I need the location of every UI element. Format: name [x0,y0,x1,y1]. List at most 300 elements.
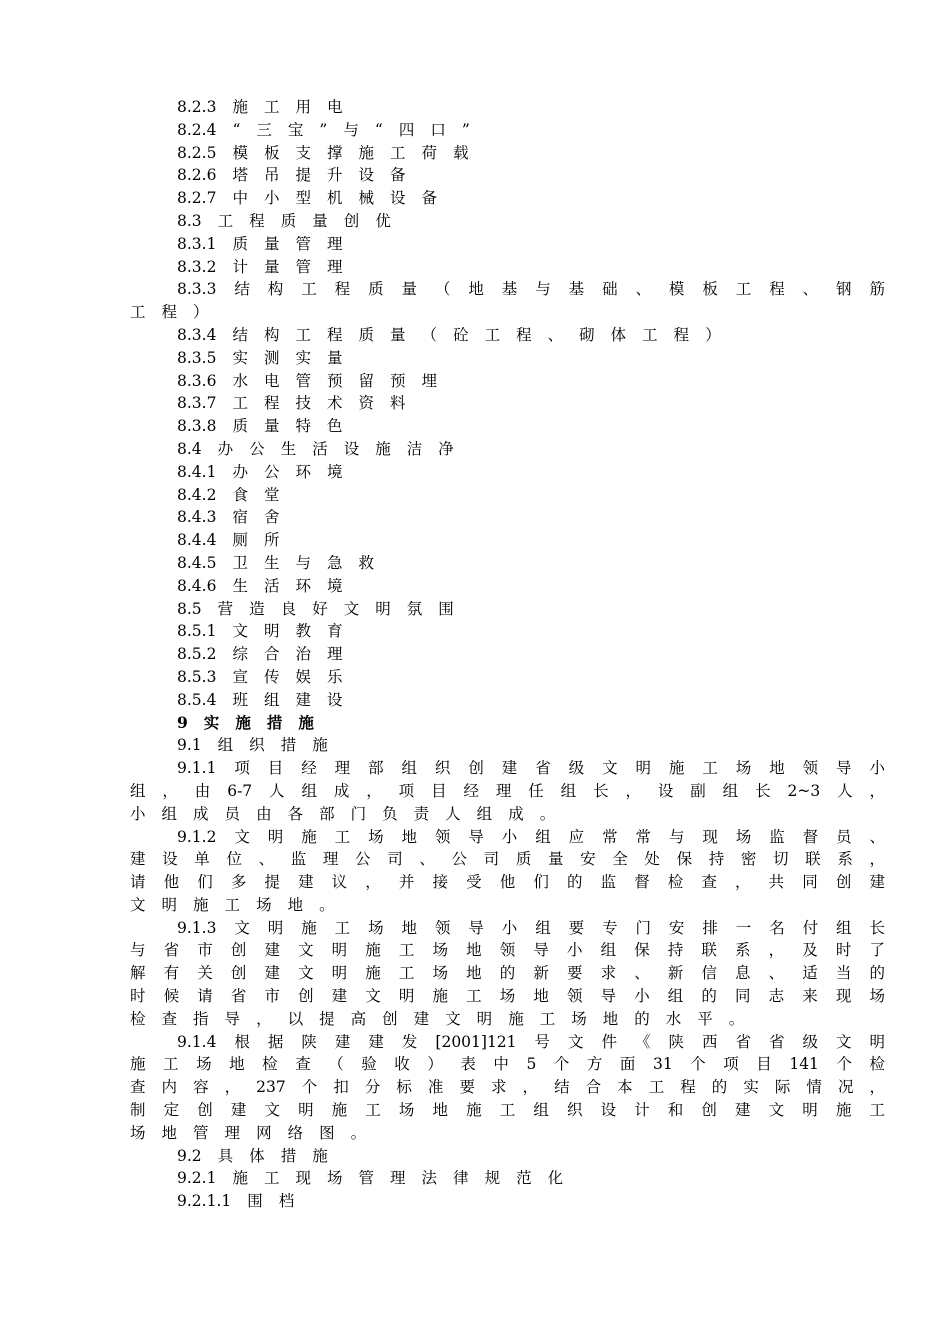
text-token: 文 [602,759,618,778]
text-token: 检 [130,1009,146,1028]
text-token: 8.4.1 [177,462,217,481]
text-token: 和 [667,1101,684,1120]
text-token: 升 [327,166,343,185]
text-token: 合 [263,645,280,664]
text-token: 2~3 [787,781,821,800]
text-token: 督 [634,873,650,892]
text-token: 场 [368,827,384,846]
text-token: 埋 [421,371,438,390]
text-token: 程 [161,303,178,322]
text-token: 与 [130,941,146,960]
text-token: 施 [375,439,391,458]
text-line [0,301,950,324]
text-token: 施 [358,143,375,162]
text-token: 安 [668,918,685,937]
text-token: 要 [566,964,583,983]
text-token: 收 [394,1055,410,1074]
text-token: 施 [130,1055,146,1074]
text-token: 保 [676,850,693,869]
text-token: 与 [343,120,359,139]
text-token: 结 [554,1078,570,1097]
text-token: 陕 [668,1032,685,1051]
text-token: 组 [560,781,577,800]
text-token: 实 [295,348,311,367]
text-token: 实 [203,712,220,732]
text-line [0,552,950,575]
text-token: 与 [668,827,685,846]
text-token: 8.5.4 [177,690,217,709]
text-token: 电 [263,371,280,390]
text-token: 解 [130,964,146,983]
text-token: 地 [161,1123,178,1142]
text-token: 内 [161,1078,178,1097]
text-token: 新 [667,964,684,983]
text-token: 工 [163,1055,179,1074]
text-token: 板 [263,143,280,162]
text-token: 省 [230,987,247,1006]
text-token: 任 [528,781,544,800]
text-token: 措 [266,712,283,732]
text-token: 量 [390,325,406,344]
text-token: 地 [287,895,304,914]
text-token: 建 [869,873,885,892]
text-token: 程 [680,1078,696,1097]
text-token: 设 [162,850,178,869]
text-token: 程 [327,325,343,344]
text-token: 定 [163,1101,180,1120]
text-token: 钢 [836,280,852,299]
text-token: 建 [130,850,146,869]
text-token: 8.4.3 [177,508,217,527]
text-token: 计 [232,257,248,276]
text-token: 卫 [232,553,248,572]
text-token: 9.1.2 [177,827,217,846]
text-token: 明 [398,987,415,1006]
text-line [0,780,950,803]
text-token: 8.5.1 [177,622,217,641]
text-token: 监 [600,873,617,892]
text-token: 场 [432,941,449,960]
text-token: ， [256,1009,272,1028]
text-token: 候 [163,987,180,1006]
text-token: 量 [263,234,280,253]
text-token: 创 [382,1009,398,1028]
text-token: 预 [390,371,406,390]
text-token: 省 [768,1032,785,1051]
text-token: 施 [235,712,251,732]
text-token: 质 [368,280,384,299]
text-token: 切 [773,850,789,869]
text-token: 舍 [263,508,280,527]
text-token: 中 [493,1055,509,1074]
text-token: 场 [368,918,384,937]
text-token: 吊 [263,166,280,185]
text-token: 场 [571,1009,587,1028]
text-token: 了 [869,941,885,960]
text-token: 的 [701,987,717,1006]
text-token: 文 [568,1032,584,1051]
text-line [0,142,950,165]
text-token: 模 [232,143,248,162]
text-token: 督 [802,827,819,846]
text-token: 组 [130,781,146,800]
text-token: 、 [258,850,275,869]
text-token: 生 [263,553,280,572]
text-token: 创 [298,987,314,1006]
text-token: 息 [735,964,751,983]
text-token: 组 [533,1101,549,1120]
text-token: 创 [835,873,852,892]
text-token: 文 [130,895,146,914]
text-token: ， [869,850,885,869]
text-token: 施 [301,918,317,937]
text-token: 现 [835,987,852,1006]
text-token: 项 [234,759,250,778]
text-token: 四 [398,120,415,139]
text-token: 准 [427,1078,444,1097]
text-token: 育 [327,622,343,641]
text-token: 场 [398,1101,415,1120]
text-token: 备 [390,166,406,185]
text-token: 公 [249,439,265,458]
text-token: 8.4.4 [177,531,217,550]
text-token: 们 [197,873,213,892]
text-line [0,392,950,415]
text-token: [2001]121 [435,1032,517,1051]
text-token: 设 [343,439,360,458]
text-token: 8.3.3 [177,280,217,299]
text-token: 所 [263,531,280,550]
text-token: 制 [130,1101,146,1120]
text-token: 中 [232,189,248,208]
text-token: 明 [802,1101,818,1120]
text-token: 9.1.1 [177,759,217,778]
text-token: 省 [735,1032,752,1051]
text-token: 、 [419,850,435,869]
text-token: 组 [600,941,617,960]
text-token: 8.4.2 [177,485,217,504]
text-token: 构 [267,280,284,299]
text-token: 筋 [869,280,885,299]
text-token: 工 [642,325,658,344]
text-token: 导 [836,759,852,778]
text-token: 境 [327,462,343,481]
text-token: 留 [358,371,375,390]
text-token: 一 [735,918,752,937]
text-token: 求 [600,964,617,983]
text-token: ， [366,781,382,800]
text-token: ， [162,781,178,800]
text-token: 。 [319,895,335,914]
text-token: 小 [501,827,518,846]
text-line [0,757,950,780]
text-line [0,233,950,256]
text-token: 工 [301,280,317,299]
text-token: 单 [194,850,210,869]
text-token: 小 [869,759,885,778]
text-token: 建 [368,1032,384,1051]
text-token: 门 [350,804,367,823]
text-token: 据 [267,1032,284,1051]
text-token: 领 [499,941,516,960]
text-token: 以 [287,1009,304,1028]
text-token: 组 [301,781,317,800]
text-token: 扣 [333,1078,349,1097]
text-line [0,1122,950,1145]
text-token: 工 [232,394,248,413]
text-token: 地 [468,280,484,299]
text-token: 检 [262,1055,278,1074]
text-token: 基 [568,280,585,299]
text-token: 。 [539,804,556,823]
text-token: 同 [802,873,818,892]
text-token: 的 [499,964,516,983]
text-token: 实 [743,1078,759,1097]
text-token: 负 [382,804,398,823]
text-token: 目 [431,781,447,800]
text-token: ） [705,325,721,344]
text-token: 优 [375,211,391,230]
text-token: 荷 [421,143,438,162]
document-page [0,96,950,1213]
text-token: 律 [453,1169,469,1188]
text-token: ， [869,1078,885,1097]
text-line [0,347,950,370]
text-token: 措 [280,736,297,755]
text-token: 理 [327,645,343,664]
text-token: 应 [568,827,585,846]
section-heading [0,712,950,735]
text-token: 排 [702,918,718,937]
text-token: 号 [534,1032,551,1051]
text-token: 联 [805,850,821,869]
text-token: 地 [466,941,482,960]
text-token: 导 [224,1009,241,1028]
text-token: 结 [232,325,248,344]
text-line [0,1099,950,1122]
text-token: 工 [263,98,280,116]
text-token: 工 [499,1101,516,1120]
text-token: 持 [708,850,725,869]
text-token: 创 [701,1101,717,1120]
text-token: 成 [333,781,350,800]
text-token: 地 [432,1101,449,1120]
text-token: 导 [468,918,484,937]
text-token: 9 [177,712,188,732]
text-token: 场 [499,987,516,1006]
text-token: 联 [701,941,717,960]
text-token: 议 [331,873,348,892]
text-token: 工 [365,1101,381,1120]
text-token: 程 [516,325,532,344]
text-token: 来 [802,987,818,1006]
text-token: 6-7 [227,781,253,800]
text-token: 工 [869,1101,885,1120]
text-token: 部 [368,759,384,778]
text-token: 有 [163,964,180,983]
text-token: 当 [835,964,852,983]
text-token: 具 [217,1146,234,1165]
text-token: 由 [194,781,211,800]
text-line [0,666,950,689]
text-token: 目 [756,1055,772,1074]
text-token: 名 [769,918,785,937]
text-line [0,1190,950,1213]
text-token: 机 [327,189,343,208]
text-line [0,256,950,279]
text-line [0,1031,950,1054]
text-token: 员 [836,827,852,846]
text-token: 他 [163,873,180,892]
text-token: 及 [802,941,818,960]
text-token: 专 [602,918,618,937]
text-token: 导 [468,827,484,846]
text-token: 组 [476,804,493,823]
text-token: 创 [343,211,360,230]
text-token: 理 [327,257,343,276]
text-token: 工 [398,964,415,983]
text-token: 请 [197,987,213,1006]
text-token: 基 [501,280,518,299]
text-token: 小 [634,987,650,1006]
text-token: 砼 [453,325,469,344]
text-line [0,962,950,985]
text-token: 工 [263,1169,280,1188]
text-line [0,689,950,712]
text-token: 洁 [406,439,423,458]
text-token: 场 [130,1123,146,1142]
text-token: 组 [161,804,178,823]
text-token: 经 [463,781,479,800]
text-token: 小 [130,804,146,823]
text-token: 组 [401,759,418,778]
text-token: 他 [499,873,516,892]
text-token: ） [193,303,209,322]
text-token: 文 [234,827,250,846]
text-token: 成 [193,804,209,823]
text-token: 系 [837,850,853,869]
text-token: 体 [610,325,627,344]
text-token: 量 [401,280,418,299]
text-token: 场 [432,964,449,983]
text-token: 查 [701,873,717,892]
text-token: 同 [735,987,751,1006]
text-token: 请 [130,873,146,892]
text-token: 8.4 [177,439,202,458]
text-token: 接 [432,873,449,892]
text-token: 组 [263,690,280,709]
text-token: 工 [334,827,351,846]
text-token: 程 [249,211,265,230]
text-token: 9.1 [177,736,202,755]
text-token: 班 [232,690,248,709]
text-token: 项 [398,781,415,800]
text-token: 副 [690,781,706,800]
text-token: 领 [434,918,451,937]
text-token: 创 [230,941,247,960]
text-token: 新 [533,964,549,983]
text-token: 载 [453,143,469,162]
text-token: 工 [648,1078,665,1097]
text-token: 程 [673,325,690,344]
text-token: 的 [869,964,885,983]
text-token: 系 [735,941,751,960]
text-token: 组 [217,736,234,755]
text-token: 安 [580,850,596,869]
text-token: 现 [702,827,718,846]
text-token: ， [625,781,641,800]
text-token: 个 [301,1078,318,1097]
text-token: 化 [547,1169,564,1188]
text-token: 计 [634,1101,650,1120]
text-token: 娱 [295,667,311,686]
text-token: 施 [835,1101,852,1120]
text-token: 5 [526,1055,537,1074]
text-token: 适 [802,964,818,983]
text-token: 监 [290,850,307,869]
text-token: 人 [837,781,853,800]
text-token: 明 [331,964,348,983]
text-token: 现 [295,1169,311,1188]
text-token: 8.5.3 [177,667,217,686]
text-token: 8.3.8 [177,417,217,436]
text-token: 工 [484,325,501,344]
text-line [0,848,950,871]
text-token: 料 [390,394,406,413]
text-token: 构 [263,325,280,344]
text-token: 。 [350,1123,367,1142]
text-token: 好 [312,599,328,618]
text-token: 地 [401,918,418,937]
text-token: 保 [634,941,650,960]
text-token: 位 [226,850,242,869]
text-token: 提 [319,1009,335,1028]
text-token: 容 [193,1078,209,1097]
text-token: 建 [735,1101,751,1120]
text-token: 量 [263,257,280,276]
text-token: 组 [667,987,684,1006]
text-line [0,278,950,301]
text-token: 与 [535,280,551,299]
text-token: 公 [355,850,371,869]
text-token: 提 [295,166,311,185]
text-token: 特 [295,417,311,436]
text-token: 文 [835,1032,852,1051]
text-line [0,187,950,210]
text-token: 施 [668,759,685,778]
text-token: 场 [327,1169,343,1188]
text-token: 场 [196,1055,212,1074]
text-token: 措 [280,1146,297,1165]
text-token: 、 [634,964,650,983]
text-token: 地 [401,827,418,846]
text-token: “ [232,120,241,139]
text-token: 8.4.5 [177,553,217,572]
text-token: 8.3.7 [177,394,217,413]
text-token: 由 [256,804,272,823]
text-token: 地 [533,987,549,1006]
text-token: 门 [635,918,651,937]
text-token: 8.3.5 [177,348,217,367]
text-token: 预 [327,371,343,390]
text-token: 管 [358,1169,375,1188]
text-token: ” [461,120,470,139]
text-token: 密 [740,850,757,869]
text-line [0,939,950,962]
text-token: 用 [295,98,311,116]
text-token: 文 [298,964,314,983]
text-token: 传 [263,667,280,686]
